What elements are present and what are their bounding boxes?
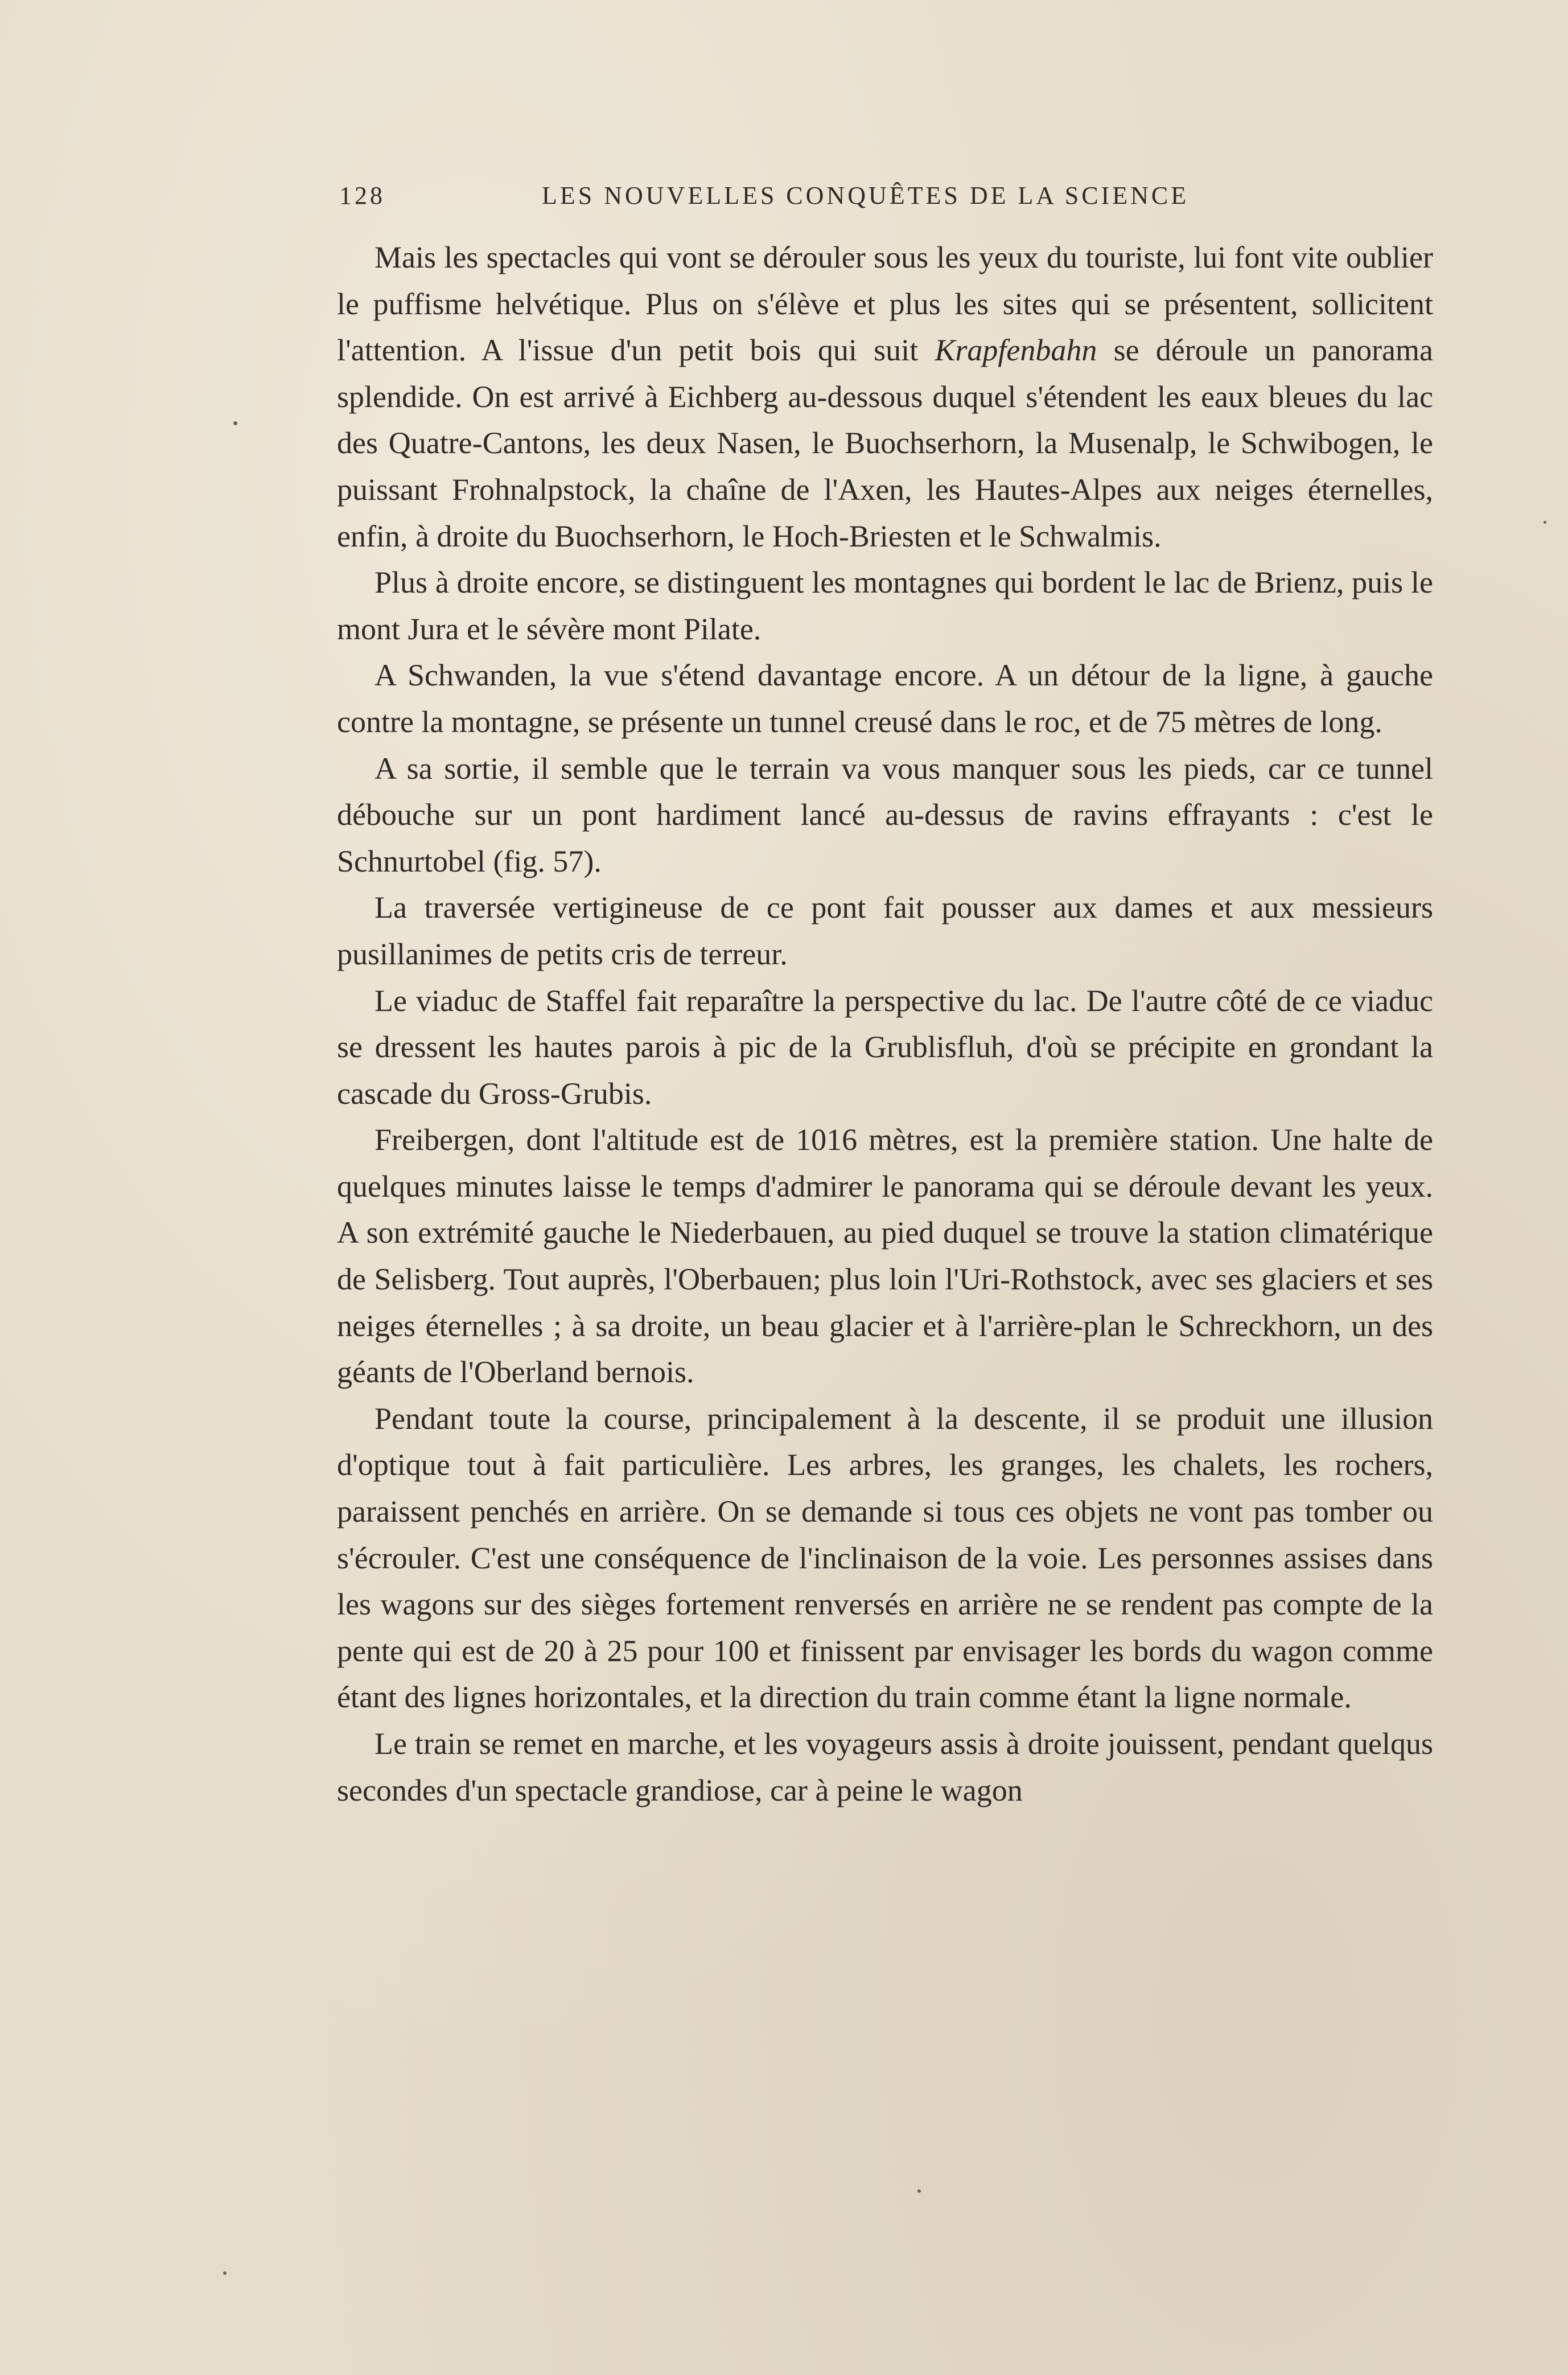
running-header xyxy=(339,181,1216,215)
paragraph-eichberg-start: Mais les spectacles qui vont se dérouler sous les yeux du touriste, lui font vite oublier le puffisme helvétique. Plus on s'élève et plus les sites qui se présentent, sollicitent l'attention. A l'issue d'un petit bois qui suit xyxy=(337,240,1433,368)
paragraph-freibergen: Freibergen, dont l'altitude est de 1016 mètres, est la première station. Une halte de quelques minutes laisse le temps d'admirer le panorama qui se déroule devant les yeux. A son extrémité gauche le Niederbauen, au pied duquel se trouve la station climatérique de Selisberg. Tout auprès, l'Oberbauen; plus loin l'Uri-Rothstock, avec ses glaciers et ses neiges éternelles ; à sa droite, un beau glacier et à l'arrière-plan le Schreckhorn, un des géants de l'Oberland bernois. xyxy=(337,1123,1433,1390)
paper-speck xyxy=(233,421,237,425)
page-number: 128 xyxy=(339,182,385,209)
body-text xyxy=(337,235,1433,1814)
running-title: LES NOUVELLES CONQUÊTES DE LA SCIENCE xyxy=(542,182,1190,209)
italic-term: Krapfenbahn xyxy=(935,333,1097,368)
paragraph-illusion: Pendant toute la course, principalement à la descente, il se produit une illusion d'optique tout à fait particulière. Les arbres, les granges, les chalets, les rochers, paraissent penchés en arrière. On se demande si tous ces objets ne vont pas tomber ou s'écrouler. C'est une conséquence de l'inclinaison de la voie. Les personnes assises dans les wagons sur des sièges fortement renversés en arrière ne se rendent pas compte de la pente qui est de 20 à 25 pour 100 et finissent par envisager les bords du wagon comme étant des lignes horizontales, et la direction du train comme étant la ligne normale. xyxy=(337,1401,1433,1715)
paragraph-staffel: Le viaduc de Staffel fait reparaître la perspective du lac. De l'autre côté de ce viaduc se dressent les hautes parois à pic de la Grublisfluh, d'où se précipite en grondant la cascade du Gross-Grubis. xyxy=(337,983,1433,1111)
paragraph-schwanden: A Schwanden, la vue s'étend davantage encore. A un détour de la ligne, à gauche contre la montagne, se présente un tunnel creusé dans le roc, et de 75 mètres de long. xyxy=(337,658,1433,739)
paragraph-eichberg xyxy=(337,235,1433,560)
paper-speck xyxy=(917,2189,921,2193)
paragraph-brienz: Plus à droite encore, se distinguent les montagnes qui bordent le lac de Brienz, puis le mont Jura et le sévère mont Pilate. xyxy=(337,565,1433,646)
paper-speck xyxy=(1544,521,1546,524)
paper-speck xyxy=(223,2271,227,2275)
paragraph-schnurtobel: A sa sortie, il semble que le terrain va vous manquer sous les pieds, car ce tunnel débouche sur un pont hardiment lancé au-dessus de ravins effrayants : c'est le Schnurtobel (fig. 57). xyxy=(337,751,1433,878)
paragraph-train: Le train se remet en marche, et les voyageurs assis à droite jouissent, pendant quelqus secondes d'un spectacle grandiose, car à peine le wagon xyxy=(337,1727,1433,1807)
paragraph-eichberg-end: se déroule un panorama splendide. On est arrivé à Eichberg au-dessous duquel s'étendent les eaux bleues du lac des Quatre-Cantons, les deux Nasen, le Buochserhorn, la Musenalp, le Schwibogen, le puissant Frohnalpstock, la chaîne de l'Axen, les Hautes-Alpes aux neiges éternelles, enfin, à droite du Buochserhorn, le Hoch-Briesten et le Schwalmis. xyxy=(337,333,1433,553)
paragraph-traversee: La traversée vertigineuse de ce pont fait pousser aux dames et aux messieurs pusillanimes de petits cris de terreur. xyxy=(337,890,1433,971)
